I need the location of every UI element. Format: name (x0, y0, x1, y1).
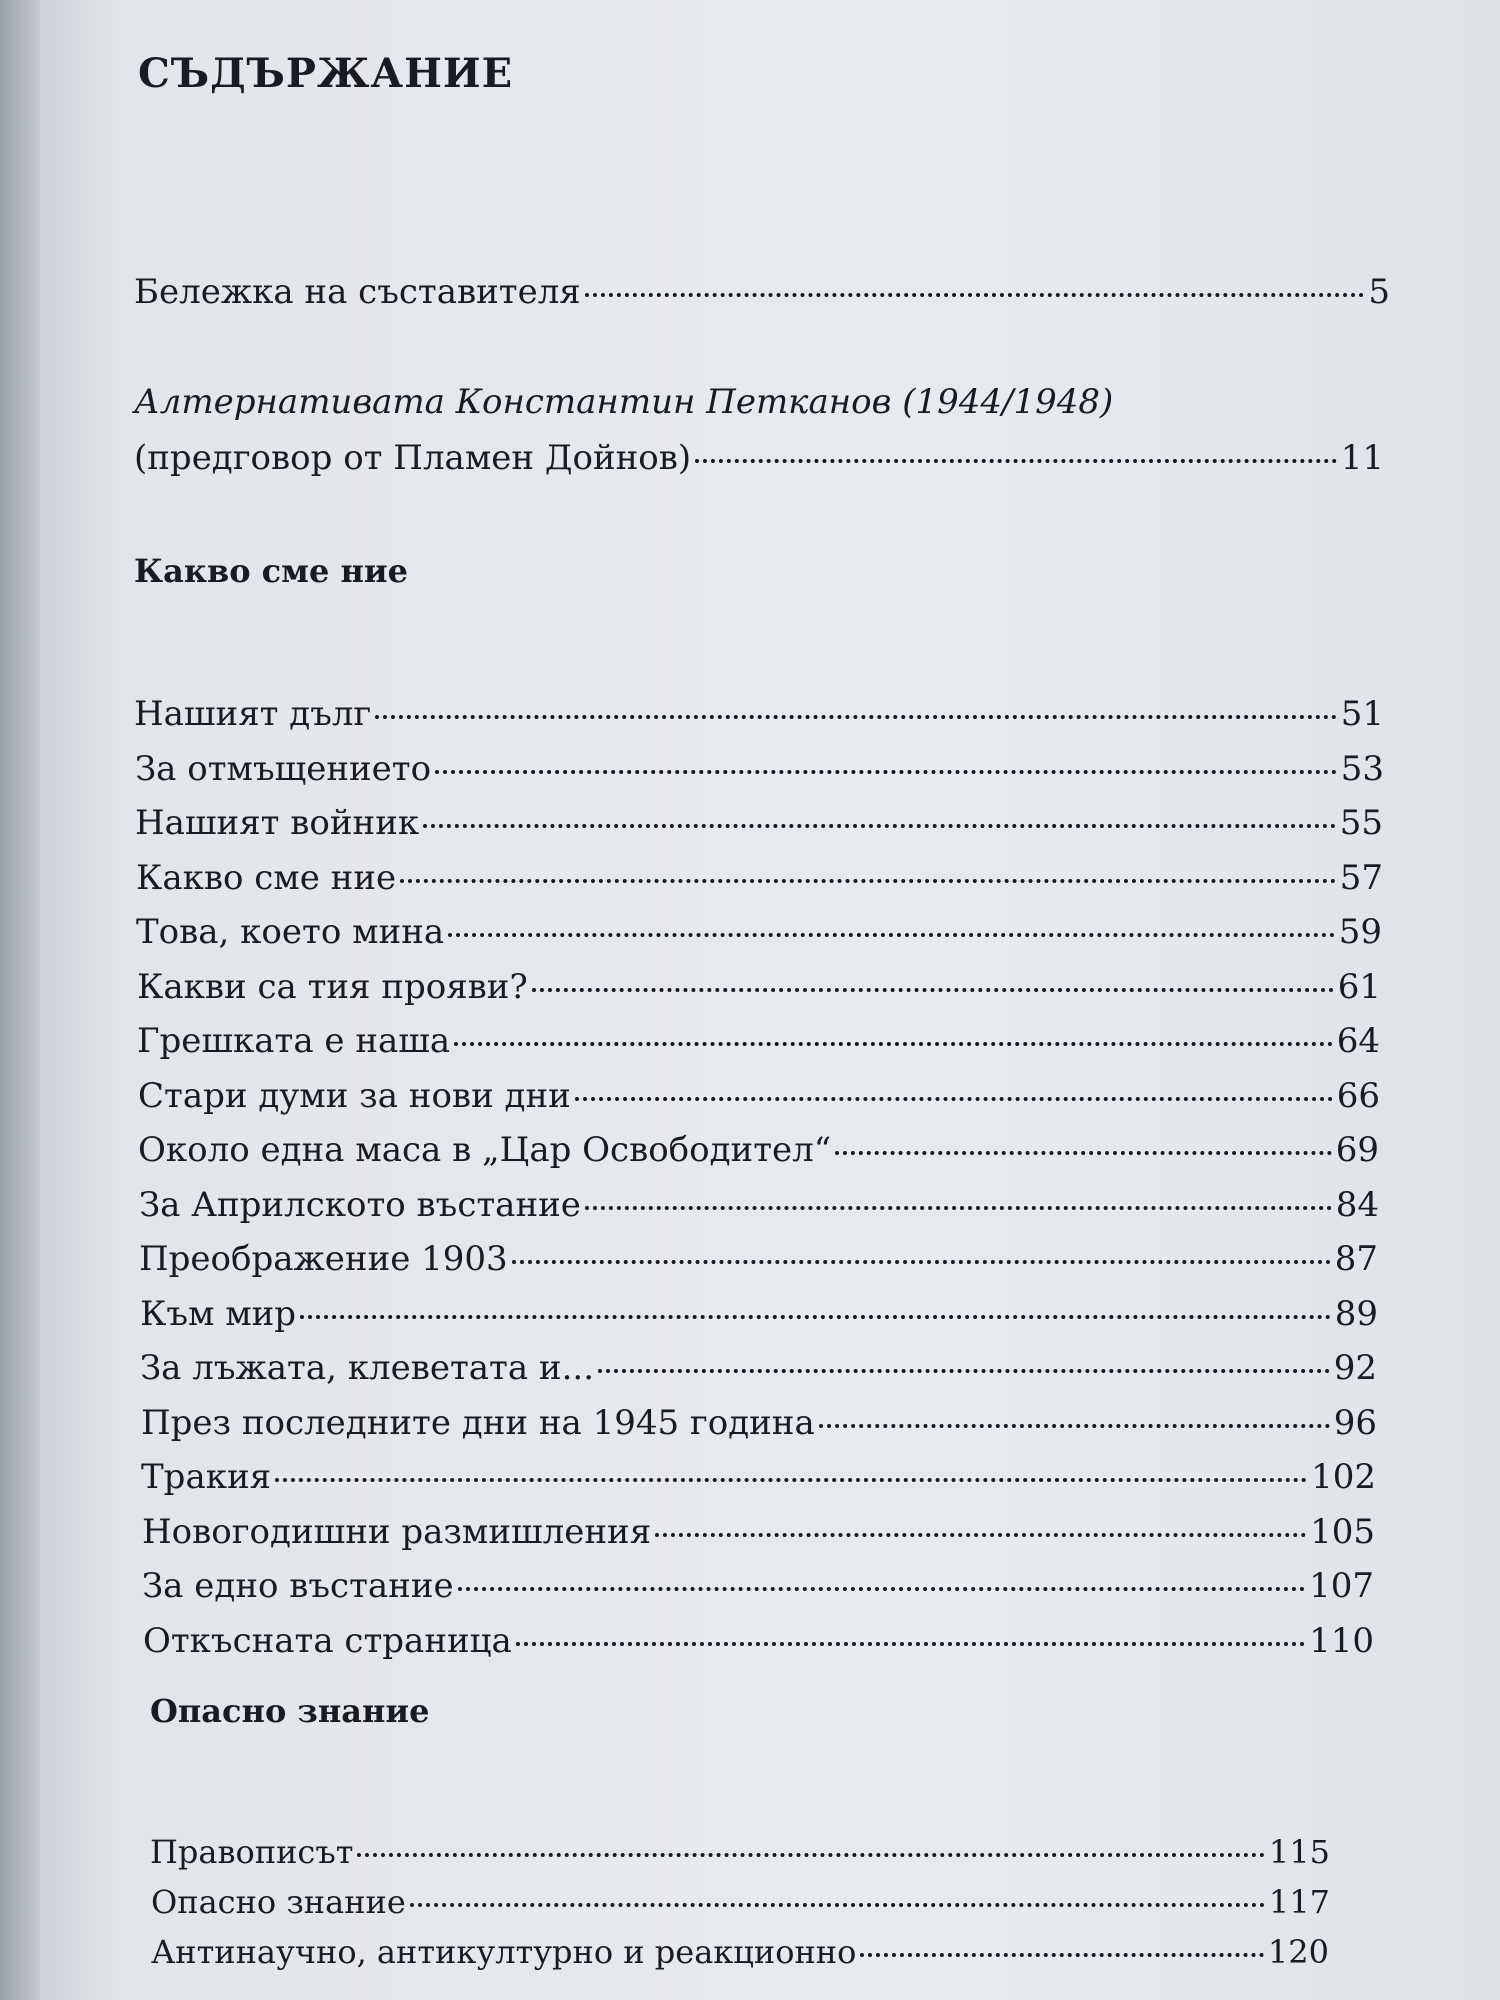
entry-title: Грешката е наша (137, 1021, 451, 1061)
entry-title: Откъсната страница (143, 1620, 512, 1661)
toc-entry (150, 1830, 1330, 1874)
toc-entry (134, 692, 1384, 736)
entry-title: Преображение 1903 (139, 1239, 508, 1279)
leader-dots (275, 1478, 1307, 1482)
leader-dots (357, 1853, 1265, 1857)
foreword-title: Алтернативата Константин Петканов (1944/1948) (134, 382, 1114, 422)
entry-page: 84 (1335, 1184, 1379, 1225)
leader-dots (598, 1369, 1330, 1373)
entry-title: Стари думи за нови дни (138, 1075, 571, 1116)
leader-dots (516, 1642, 1305, 1646)
entry-page: 66 (1336, 1075, 1380, 1116)
toc-entry (136, 910, 1382, 954)
entry-page: 92 (1333, 1348, 1377, 1388)
leader-dots (423, 824, 1336, 828)
toc-entry (137, 1019, 1380, 1063)
entry-page: 61 (1337, 966, 1381, 1007)
section-heading: Опасно знание (150, 1692, 430, 1730)
entry-title: За едно въстание (142, 1566, 454, 1606)
toc-entry (138, 1128, 1379, 1172)
entry-title: За Априлското въстание (139, 1184, 581, 1225)
leader-dots (400, 879, 1336, 883)
toc-entry-foreword (134, 436, 1384, 480)
entry-page: 55 (1339, 803, 1383, 843)
entry-page: 96 (1333, 1402, 1377, 1443)
toc-entry (141, 1455, 1376, 1499)
entry-title: За отмъщението (135, 748, 432, 789)
leader-dots (835, 1151, 1332, 1155)
page-title: СЪДЪРЖАНИЕ (138, 50, 514, 97)
entry-title: Какво сме ние (136, 857, 397, 898)
leader-dots (448, 933, 1335, 937)
entry-title: Какви са тия прояви? (137, 966, 528, 1007)
entry-page: 51 (1340, 694, 1384, 734)
entry-title: Около една маса в „Цар Освободител“ (138, 1130, 832, 1170)
leader-dots (695, 459, 1337, 463)
leader-dots (532, 988, 1334, 992)
entry-page: 59 (1338, 912, 1382, 952)
entry-page: 53 (1340, 748, 1384, 789)
entry-title: Нашият войник (135, 803, 420, 843)
entry-page: 11 (1340, 438, 1384, 478)
toc-entry (139, 1183, 1379, 1227)
toc-entry (140, 1292, 1378, 1336)
toc-entry (136, 856, 1383, 900)
toc-entry (143, 1619, 1374, 1663)
toc-entry (138, 1074, 1380, 1118)
toc-entry (151, 1930, 1329, 1974)
entry-page: 5 (1368, 272, 1390, 312)
toc-entry (141, 1401, 1377, 1445)
entry-page: 117 (1268, 1883, 1330, 1921)
toc-entry (135, 747, 1384, 791)
leader-dots (819, 1424, 1330, 1428)
entry-page: 64 (1336, 1021, 1380, 1061)
leader-dots (512, 1260, 1331, 1264)
leader-dots (300, 1315, 1331, 1319)
leader-dots (458, 1587, 1305, 1591)
entry-title: Бележка на съставителя (134, 272, 581, 312)
entry-page: 105 (1310, 1511, 1375, 1552)
leader-dots (575, 1097, 1333, 1101)
entry-page: 89 (1334, 1293, 1378, 1334)
entry-title: През последните дни на 1945 година (141, 1402, 815, 1443)
leader-dots (585, 293, 1365, 297)
entry-title: Тракия (141, 1457, 272, 1497)
leader-dots (860, 1953, 1264, 1957)
entry-page: 69 (1335, 1130, 1379, 1170)
entry-page: 110 (1309, 1620, 1374, 1661)
entry-title: Това, което мина (136, 912, 445, 952)
toc-entry (142, 1510, 1375, 1554)
toc-entry (139, 1237, 1378, 1281)
entry-page: 120 (1267, 1933, 1329, 1971)
entry-page: 102 (1311, 1457, 1376, 1497)
leader-dots (435, 770, 1337, 774)
leader-dots (375, 715, 1336, 719)
page-gutter (0, 0, 40, 2000)
leader-dots (454, 1042, 1333, 1046)
entry-title: Нашият дълг (134, 694, 372, 734)
entry-title: Правописът (150, 1833, 354, 1871)
toc-entry (142, 1564, 1374, 1608)
entry-page: 87 (1334, 1239, 1378, 1279)
leader-dots (655, 1533, 1306, 1537)
leader-dots (585, 1206, 1332, 1210)
entry-title: Новогодишни размишления (142, 1511, 652, 1552)
toc-entry (151, 1880, 1330, 1924)
toc-entry (135, 801, 1383, 845)
entry-title: Към мир (140, 1293, 297, 1334)
entry-page: 115 (1268, 1833, 1330, 1871)
toc-entry-note (134, 270, 1390, 314)
entry-page: 57 (1339, 857, 1383, 898)
entry-title: (предговор от Пламен Дойнов) (134, 438, 692, 478)
toc-entry (137, 965, 1381, 1009)
leader-dots (410, 1903, 1265, 1907)
entry-title: Опасно знание (151, 1883, 406, 1921)
section-heading: Какво сме ние (134, 552, 408, 590)
entry-title: Антинаучно, антикултурно и реакционно (151, 1933, 857, 1971)
entry-page: 107 (1309, 1566, 1374, 1606)
entry-title: За лъжата, клеветата и... (140, 1348, 595, 1388)
toc-entry (140, 1346, 1377, 1390)
